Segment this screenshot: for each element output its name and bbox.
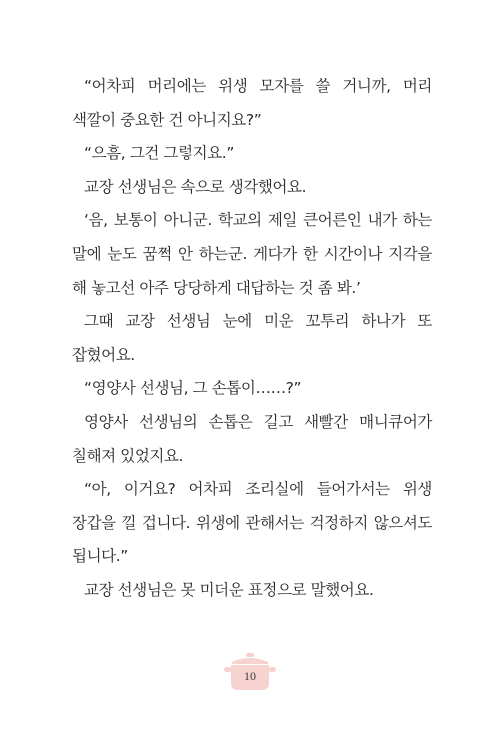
paragraph: “으흠, 그건 그렇지요.” bbox=[84, 144, 234, 163]
paragraph: ‘음, 보통이 아니군. 학교의 제일 큰어른인 내가 하는 말에 눈도 꿈쩍 안 하는군. 게다가 한 시간이나 지각을 해 놓고선 아주 당당하게 대답하는 것 좀 봐.’ bbox=[72, 211, 432, 297]
page-number: 10 bbox=[244, 669, 256, 683]
paragraph: 교장 선생님은 속으로 생각했어요. bbox=[84, 177, 307, 196]
paragraph: “아, 이거요? 어차피 조리실에 들어가서는 위생 장갑을 낄 겁니다. 위생에 관해서는 걱정하지 않으셔도 됩니다.” bbox=[72, 480, 432, 566]
page-footer bbox=[0, 652, 500, 692]
paragraph: “영양사 선생님, 그 손톱이……?” bbox=[84, 379, 302, 398]
paragraph: 교장 선생님은 못 미더운 표정으로 말했어요. bbox=[84, 580, 374, 599]
paragraph: “어차피 머리에는 위생 모자를 쓸 거니까, 머리 색깔이 중요한 건 아니지요?” bbox=[72, 77, 432, 129]
paragraph: 그때 교장 선생님 눈에 미운 꼬투리 하나가 또 잡혔어요. bbox=[72, 312, 432, 364]
paragraph: 영양사 선생님의 손톱은 길고 새빨간 매니큐어가 칠해져 있었지요. bbox=[72, 412, 432, 465]
page-body bbox=[72, 70, 432, 608]
